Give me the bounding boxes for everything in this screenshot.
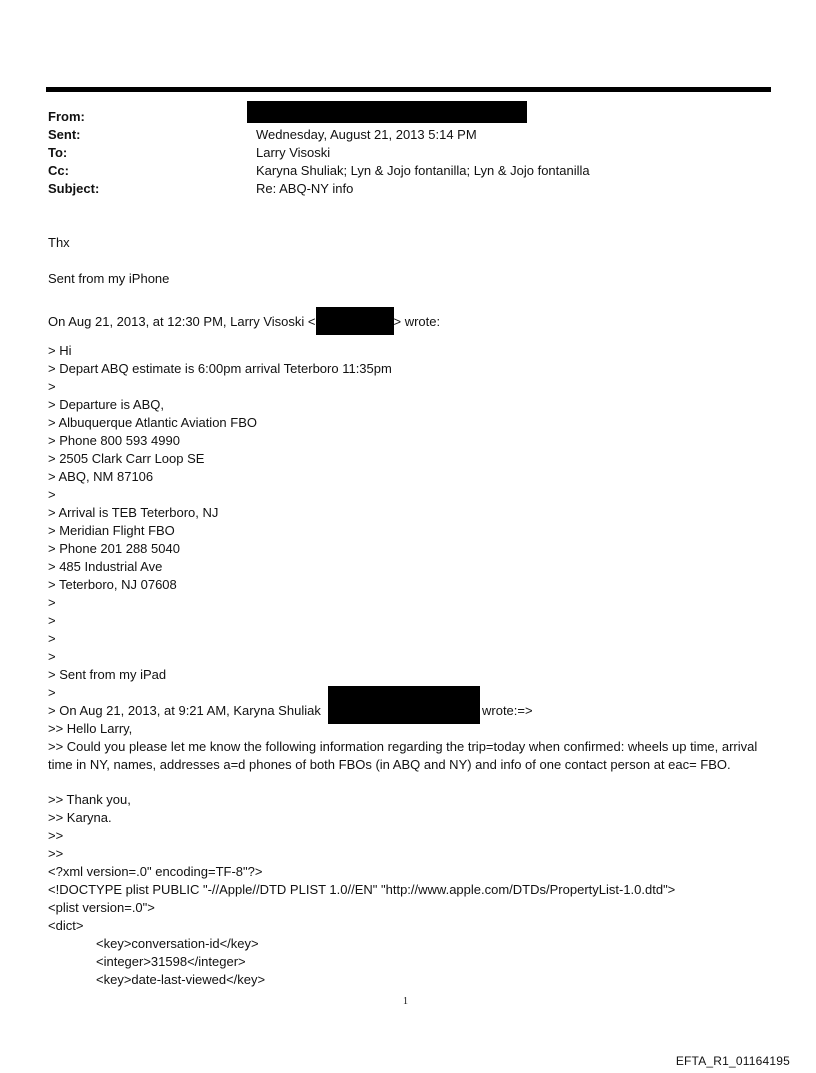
quoted-line: > 485 Industrial Ave xyxy=(48,559,163,574)
quoted-line: > Arrival is TEB Teterboro, NJ xyxy=(48,505,219,520)
karyna-email-redaction xyxy=(328,686,480,724)
quoted-line: > xyxy=(48,379,56,394)
quoted-line: > 2505 Clark Carr Loop SE xyxy=(48,451,205,466)
nested-intro-before: > On Aug 21, 2013, at 9:21 AM, Karyna Shuliak xyxy=(48,703,321,718)
body-signature: Sent from my iPhone xyxy=(48,271,170,286)
quoted-line: >> xyxy=(48,846,64,861)
quoted-line: > ABQ, NM 87106 xyxy=(48,469,154,484)
xml-line: <plist version=.0"> xyxy=(48,900,155,915)
xml-line: <!DOCTYPE plist PUBLIC "-//Apple//DTD PLIST 1.0//EN" "http://www.apple.com/DTDs/PropertyList-1.0.dtd"> xyxy=(48,882,676,897)
sent-label: Sent: xyxy=(48,127,81,142)
quoted-line: > xyxy=(48,631,56,646)
bates-number: EFTA_R1_01164195 xyxy=(675,1054,790,1068)
quoted-line: > xyxy=(48,649,56,664)
quoted-line: > Teterboro, NJ 07608 xyxy=(48,577,177,592)
quoted-line: > Depart ABQ estimate is 6:00pm arrival Teterboro 11:35pm xyxy=(48,361,392,376)
nested-intro-after: wrote:=> xyxy=(482,703,533,718)
hello-line: >> Hello Larry, xyxy=(48,721,133,736)
quoted-line: > Sent from my iPad xyxy=(48,667,167,682)
xml-line: <?xml version=.0" encoding=TF-8"?> xyxy=(48,864,263,879)
quoted-line: > xyxy=(48,487,56,502)
quoted-line: >> xyxy=(48,828,64,843)
email-redaction xyxy=(316,307,394,335)
quoted-line: > xyxy=(48,613,56,628)
quoted-line: >> Karyna. xyxy=(48,810,112,825)
body-thx: Thx xyxy=(48,235,70,250)
cc-value: Karyna Shuliak; Lyn & Jojo fontanilla; Lyn & Jojo fontanilla xyxy=(256,163,590,178)
quote-intro-before: On Aug 21, 2013, at 12:30 PM, Larry Visoski < xyxy=(48,314,316,329)
quoted-line: > Phone 201 288 5040 xyxy=(48,541,180,556)
xml-indented-line: <key>date-last-viewed</key> xyxy=(96,972,266,987)
xml-indented-line: <key>conversation-id</key> xyxy=(96,936,259,951)
subject-value: Re: ABQ-NY info xyxy=(256,181,354,196)
quoted-line: > xyxy=(48,595,56,610)
cc-label: Cc: xyxy=(48,163,69,178)
quote-intro-after: > wrote: xyxy=(393,314,441,329)
from-redaction xyxy=(247,101,527,123)
xml-indented-line: <integer>31598</integer> xyxy=(96,954,246,969)
from-label: From: xyxy=(48,109,85,124)
quoted-line: >> Thank you, xyxy=(48,792,131,807)
quoted-line: > Hi xyxy=(48,343,72,358)
quoted-line: > Albuquerque Atlantic Aviation FBO xyxy=(48,415,257,430)
request-paragraph: >> Could you please let me know the following information regarding the trip=today when confirmed: wheels up time, arrival time in NY, names, addresses a=d phones of both FBOs (in ABQ and NY) and info of one contact person at eac= FBO. xyxy=(48,739,758,772)
sent-value: Wednesday, August 21, 2013 5:14 PM xyxy=(256,127,477,142)
to-value: Larry Visoski xyxy=(256,145,331,160)
subject-label: Subject: xyxy=(48,181,100,196)
quoted-line: > xyxy=(48,685,56,700)
quoted-line: > Meridian Flight FBO xyxy=(48,523,175,538)
quoted-line: > Phone 800 593 4990 xyxy=(48,433,180,448)
quoted-line: > Departure is ABQ, xyxy=(48,397,164,412)
header-rule xyxy=(46,87,771,92)
page-number: 1 xyxy=(403,996,408,1007)
quote-intro xyxy=(48,307,440,335)
to-label: To: xyxy=(48,145,68,160)
xml-line: <dict> xyxy=(48,918,84,933)
